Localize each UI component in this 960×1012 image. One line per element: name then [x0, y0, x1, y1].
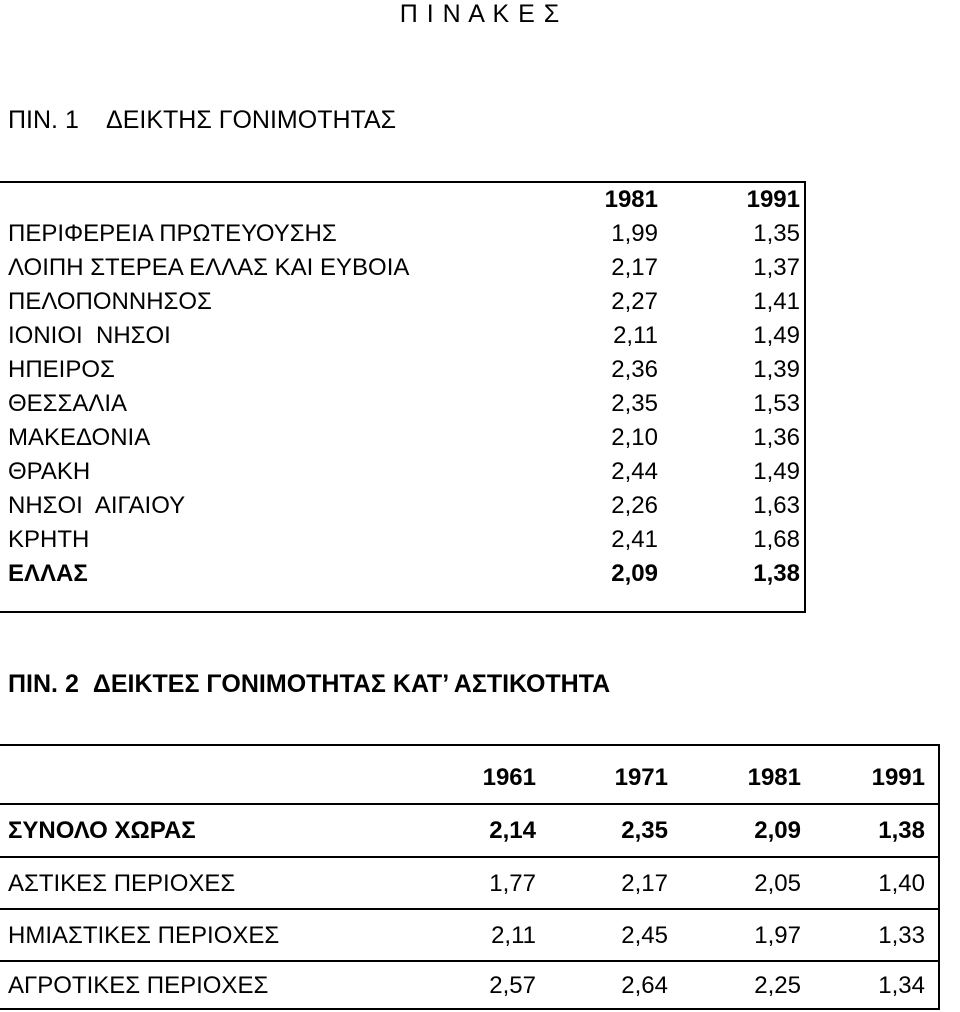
table-row [0, 910, 940, 962]
table-row [0, 858, 940, 910]
value-1991: 1,35 [753, 220, 800, 247]
region-name: ΗΠΕΙΡΟΣ [8, 356, 115, 383]
table-row [0, 960, 940, 1012]
region-name: ΚΡΗΤΗ [8, 526, 90, 553]
value-1991: 1,37 [753, 254, 800, 281]
value-1991: 1,68 [753, 526, 800, 553]
value-1981: 2,17 [611, 254, 658, 281]
value-1991: 1,63 [753, 492, 800, 519]
column-header: 1981 [604, 186, 658, 213]
value-1981: 2,44 [611, 458, 658, 485]
region-name: ΙΟΝΙΟΙ ΝΗΣΟΙ [8, 322, 171, 349]
total-value-1981: 2,09 [611, 560, 658, 587]
total-name: ΕΛΛΑΣ [8, 560, 88, 587]
column-header: 1981 [747, 764, 801, 791]
value-1981: 2,25 [754, 972, 801, 999]
value-1961: 2,14 [489, 817, 536, 844]
value-1971: 2,64 [621, 972, 668, 999]
total-value-1991: 1,38 [753, 560, 800, 587]
value-1961: 1,77 [489, 870, 536, 897]
region-name: ΛΟΙΠΗ ΣΤΕΡΕΑ ΕΛΛΑΣ ΚΑΙ ΕΥΒΟΙΑ [8, 254, 410, 281]
column-header: 1961 [482, 764, 536, 791]
value-1981: 2,36 [611, 356, 658, 383]
table1-header-row [0, 183, 811, 217]
value-1991: 1,40 [878, 870, 925, 897]
column-header: 1991 [871, 764, 925, 791]
table-row [0, 319, 811, 353]
value-1991: 1,33 [878, 922, 925, 949]
value-1991: 1,38 [878, 817, 925, 844]
table-row [0, 421, 811, 455]
value-1981: 2,10 [611, 424, 658, 451]
area-name: ΑΣΤΙΚΕΣ ΠΕΡΙΟΧΕΣ [8, 870, 236, 897]
value-1981: 2,05 [754, 870, 801, 897]
value-1971: 2,45 [621, 922, 668, 949]
region-name: ΠΕΡΙΦΕΡΕΙΑ ΠΡΩΤΕΥΟΥΣΗΣ [8, 220, 337, 247]
area-name: ΑΓΡΟΤΙΚΕΣ ΠΕΡΙΟΧΕΣ [8, 972, 269, 999]
value-1991: 1,49 [753, 322, 800, 349]
value-1981: 2,26 [611, 492, 658, 519]
table-row [0, 489, 811, 523]
region-name: ΜΑΚΕΔΟΝΙΑ [8, 424, 151, 451]
region-name: ΘΡΑΚΗ [8, 458, 91, 485]
table-row [0, 353, 811, 387]
value-1991: 1,53 [753, 390, 800, 417]
value-1981: 2,41 [611, 526, 658, 553]
value-1981: 2,11 [613, 322, 658, 349]
value-1981: 2,27 [611, 288, 658, 315]
table-row [0, 387, 811, 421]
value-1961: 2,11 [491, 922, 536, 949]
table2-header-row [0, 752, 940, 804]
table1-total-row [0, 557, 811, 591]
region-name: ΠΕΛΟΠΟΝΝΗΣΟΣ [8, 288, 212, 315]
area-name: ΗΜΙΑΣΤΙΚΕΣ ΠΕΡΙΟΧΕΣ [8, 922, 280, 949]
table-row [0, 217, 811, 251]
table-row [0, 523, 811, 557]
value-1981: 2,35 [611, 390, 658, 417]
table1-title: ΔΕΙΚΤΗΣ ΓΟΝΙΜΟΤΗΤΑΣ [106, 106, 397, 134]
value-1971: 2,35 [621, 817, 668, 844]
table-row [0, 285, 811, 319]
table1-number: ΠΙΝ. 1 [8, 106, 79, 134]
value-1991: 1,41 [753, 288, 800, 315]
value-1991: 1,36 [753, 424, 800, 451]
value-1981: 2,09 [754, 817, 801, 844]
table-row [0, 251, 811, 285]
value-1981: 1,99 [611, 220, 658, 247]
table-row [0, 455, 811, 489]
value-1991: 1,39 [753, 356, 800, 383]
total-name: ΣΥΝΟΛΟ ΧΩΡΑΣ [8, 817, 196, 844]
column-header: 1971 [614, 764, 668, 791]
column-header: 1991 [746, 186, 800, 213]
region-name: ΘΕΣΣΑΛΙΑ [8, 390, 128, 417]
table2-number: ΠΙΝ. 2 [8, 670, 79, 698]
value-1991: 1,49 [753, 458, 800, 485]
table2-caption [8, 670, 610, 699]
table2-title: ΔΕΙΚΤΕΣ ΓΟΝΙΜΟΤΗΤΑΣ ΚΑΤ’ ΑΣΤΙΚΟΤΗΤΑ [92, 670, 611, 698]
region-name: ΝΗΣΟΙ ΑΙΓΑΙΟΥ [8, 492, 186, 519]
value-1961: 2,57 [489, 972, 536, 999]
value-1971: 2,17 [621, 870, 668, 897]
value-1991: 1,34 [878, 972, 925, 999]
value-1981: 1,97 [754, 922, 801, 949]
page-heading: Π Ι Ν Α Κ Ε Σ [399, 0, 561, 28]
table1-caption [8, 106, 396, 135]
table2-total-row [0, 805, 940, 857]
